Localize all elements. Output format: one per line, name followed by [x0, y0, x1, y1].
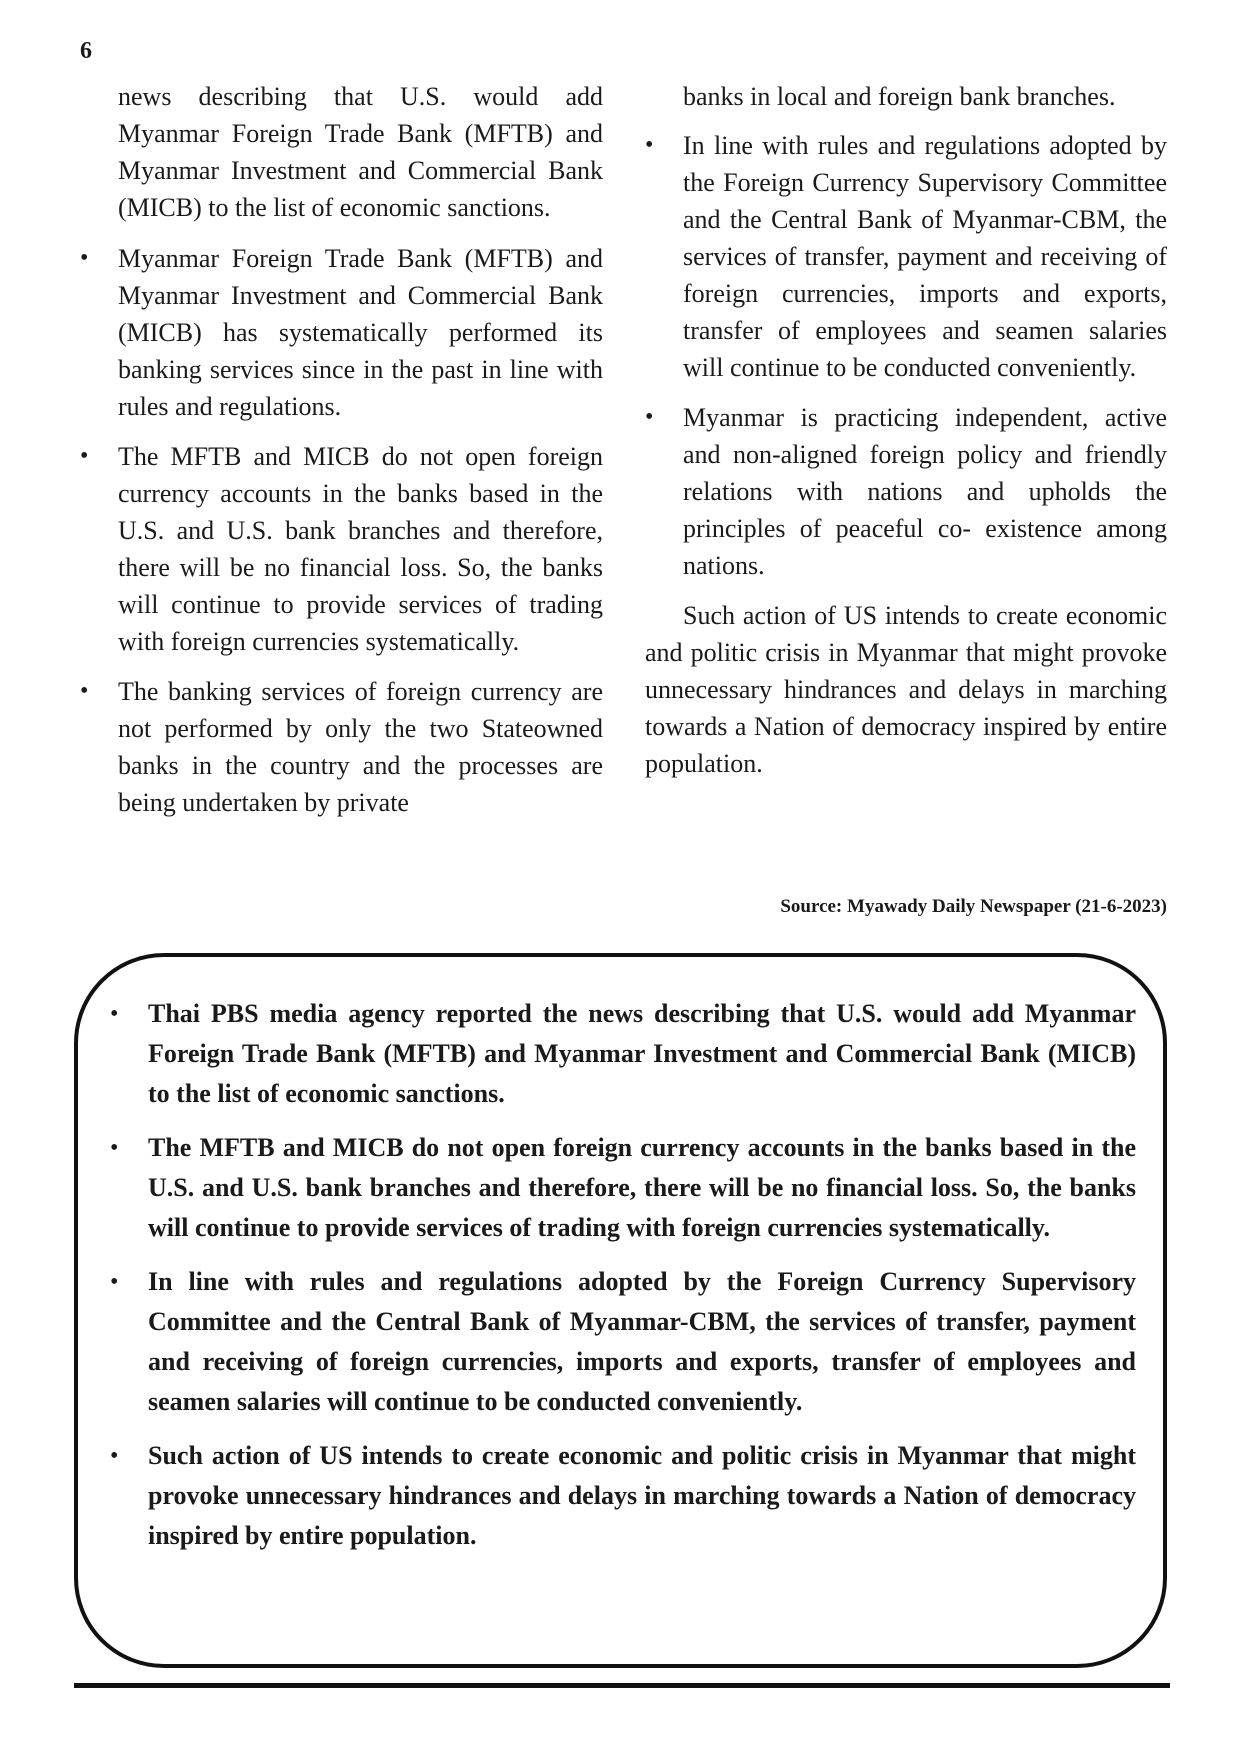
- right-bullet-item: • Myanmar is practicing independent, active and non-aligned foreign policy and friendly relations with nations and upholds the principles of peaceful co- existence among nations.: [683, 399, 1167, 584]
- left-column: [118, 78, 603, 834]
- right-closing-paragraph: Such action of US intends to create economic and politic crisis in Myanmar that might provoke unnecessary hindrances and delays in marching towards a Nation of democracy inspired by entire population.: [645, 601, 1167, 778]
- summary-bullet-item: • In line with rules and regulations adopted by the Foreign Currency Supervisory Committee and the Central Bank of Myanmar-CBM, the services of transfer, payment and receiving of foreign currencies, imports and exports, transfer of employees and seamen salaries will continue to be conducted conveniently.: [148, 1262, 1136, 1422]
- right-column: [645, 78, 1167, 796]
- summary-bullet-item: • The MFTB and MICB do not open foreign currency accounts in the banks based in the U.S. and U.S. bank branches and therefore, there will be no financial loss. So, the banks will continue to provide services of trading with foreign currencies systematically.: [148, 1128, 1136, 1248]
- right-bullet-item: • In line with rules and regulations adopted by the Foreign Currency Supervisory Committee and the Central Bank of Myanmar-CBM, the services of transfer, payment and receiving of foreign currencies, imports and exports, transfer of employees and seamen salaries will continue to be conducted conveniently.: [683, 127, 1167, 386]
- summary-bullet-item: • Thai PBS media agency reported the news describing that U.S. would add Myanmar Foreign Trade Bank (MFTB) and Myanmar Investment and Commercial Bank (MICB) to the list of economic sanctions.: [148, 994, 1136, 1114]
- summary-bullet-item: • Such action of US intends to create economic and politic crisis in Myanmar that might provoke unnecessary hindrances and delays in marching towards a Nation of democracy inspired by entire population.: [148, 1436, 1136, 1556]
- right-bullet-list: [645, 127, 1167, 584]
- left-intro-paragraph: news describing that U.S. would add Myanmar Foreign Trade Bank (MFTB) and Myanmar Investment and Commercial Bank (MICB) to the list of economic sanctions.: [118, 82, 603, 222]
- left-bullet-item: • Myanmar Foreign Trade Bank (MFTB) and Myanmar Investment and Commercial Bank (MICB) has systematically performed its banking services since in the past in line with rules and regulations.: [118, 240, 603, 425]
- source-citation: Source: Myawady Daily Newspaper (21-6-2023): [780, 896, 1167, 917]
- bottom-rule: [74, 1683, 1170, 1688]
- left-bullet-item: • The banking services of foreign currency are not performed by only the two Stateowned banks in the country and the processes are being undertaken by private: [118, 673, 603, 821]
- summary-bullet-list: [148, 994, 1136, 1570]
- right-continuation-paragraph: banks in local and foreign bank branches.: [683, 82, 1116, 111]
- left-bullet-item: • The MFTB and MICB do not open foreign currency accounts in the banks based in the U.S. and U.S. bank branches and therefore, there will be no financial loss. So, the banks will continue to provide services of trading with foreign currencies systematically.: [118, 438, 603, 660]
- page-number: 6: [80, 38, 92, 64]
- left-bullet-list: [118, 240, 603, 821]
